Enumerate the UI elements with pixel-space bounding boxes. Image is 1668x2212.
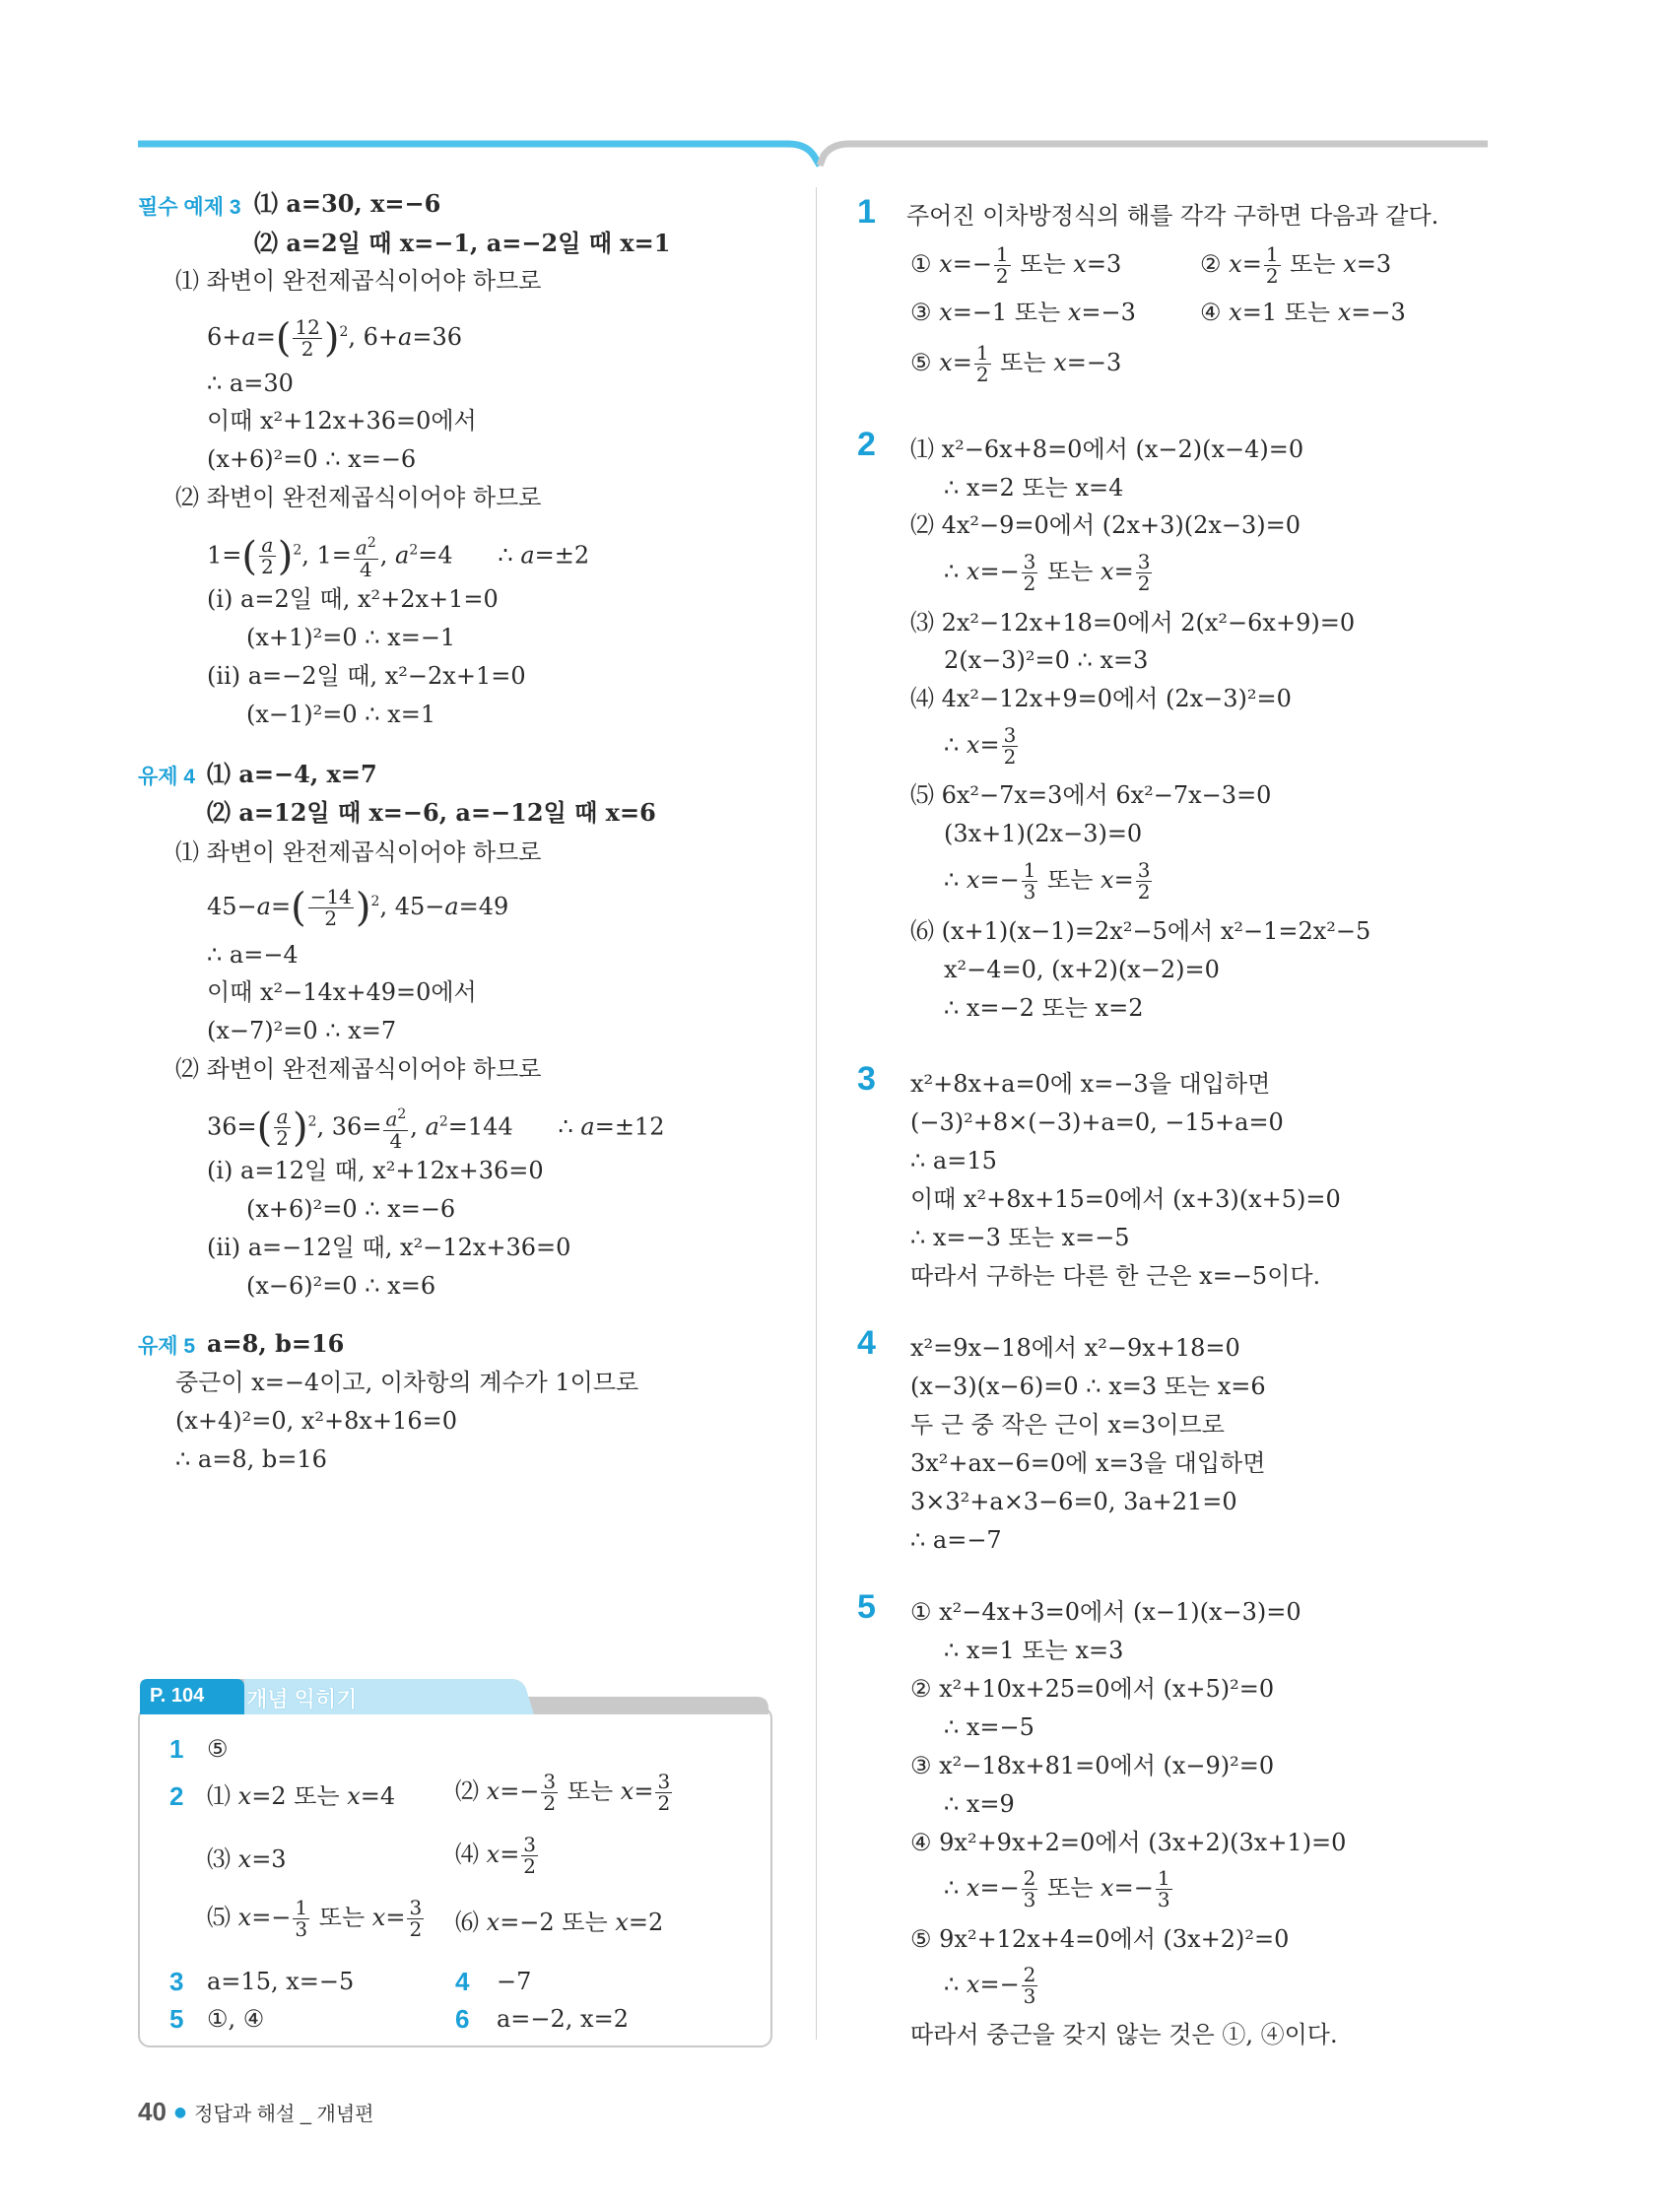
practice-answer-1: ⑤ <box>207 1735 229 1763</box>
ex3-line: ⑴ 좌변이 완전제곱식이어야 하므로 <box>175 267 542 295</box>
ex5-line: (x+4)²=0, x²+8x+16=0 <box>175 1407 457 1435</box>
footer-bullet: ● <box>173 2104 187 2120</box>
ex4-line: ∴ a=−4 <box>207 941 299 969</box>
problem-3-line: (−3)²+8×(−3)+a=0, −15+a=0 <box>910 1108 1284 1136</box>
practice-answer-6: a=−2, x=2 <box>497 2005 629 2033</box>
problem-1-choice-4: ④ x=1 또는 x=−3 <box>1200 299 1406 326</box>
practice-num-4: 4 <box>455 1967 470 1996</box>
ex3-line: (x+6)²=0 ∴ x=−6 <box>207 445 417 473</box>
problem-5-line: ∴ x=− $\frac{2}{3}$ <box>944 1963 1036 2008</box>
practice-num-3: 3 <box>169 1967 184 1996</box>
problem-2-line: (3x+1)(2x−3)=0 <box>944 820 1143 847</box>
problem-5-line: ∴ x=1 또는 x=3 <box>944 1637 1124 1664</box>
practice-answer-2-4: ⑷ x= $\frac{3}{2}$ <box>455 1833 537 1878</box>
ex4-label: 유제 4 <box>138 766 196 788</box>
problem-2-line: ⑷ 4x²−12x+9=0에서 (2x−3)²=0 <box>910 685 1292 712</box>
ex5-line: ∴ a=8, b=16 <box>175 1445 327 1473</box>
problem-3-line: 이때 x²+8x+15=0에서 (x+3)(x+5)=0 <box>910 1185 1341 1213</box>
footer <box>138 2097 374 2127</box>
problem-1-choice-5: ⑤ x= $\frac{1}{2}$ 또는 x=−3 <box>910 341 1122 386</box>
practice-page-label: P. 104 <box>150 1685 205 1707</box>
problem-2-line: 2(x−3)²=0 ∴ x=3 <box>944 646 1149 674</box>
practice-num-6: 6 <box>455 2004 470 2034</box>
header-decoration <box>0 0 1668 177</box>
ex3-line: ∴ a=30 <box>207 369 294 397</box>
problem-1-intro: 주어진 이차방정식의 해를 각각 구하면 다음과 같다. <box>906 202 1439 230</box>
problem-5-line: ∴ x=−5 <box>944 1713 1034 1741</box>
practice-answer-2-3: ⑶ x=3 <box>207 1845 287 1873</box>
ex4-line: (x−7)²=0 ∴ x=7 <box>207 1017 397 1044</box>
problem-5-line: ③ x²−18x+81=0에서 (x−9)²=0 <box>910 1752 1275 1779</box>
ex3-line: (ⅱ) a=−2일 때, x²−2x+1=0 <box>207 662 526 690</box>
practice-box-tab <box>136 1675 776 1722</box>
problem-5-line: 따라서 중근을 갖지 않는 것은 ①, ④이다. <box>910 2021 1338 2048</box>
ex3-line: 이때 x²+12x+36=0에서 <box>207 407 477 435</box>
problem-2-line: ⑸ 6x²−7x=3에서 6x²−7x−3=0 <box>910 781 1272 809</box>
problem-4-line: 3×3²+a×3−6=0, 3a+21=0 <box>910 1488 1237 1515</box>
problem-2-line: ⑵ 4x²−9=0에서 (2x+3)(2x−3)=0 <box>910 511 1301 539</box>
problem-5-line: ② x²+10x+25=0에서 (x+5)²=0 <box>910 1675 1275 1703</box>
ex3-line: ⑵ 좌변이 완전제곱식이어야 하므로 <box>175 484 542 511</box>
problem-2-line: ∴ x= $\frac{3}{2}$ <box>944 723 1017 769</box>
problem-4-line: 3x²+ax−6=0에 x=3을 대입하면 <box>910 1449 1266 1477</box>
practice-title: 개념 익히기 <box>246 1687 358 1711</box>
problem-1-number: 1 <box>857 193 876 231</box>
problem-2-line: ∴ x=− $\frac{1}{3}$ 또는 x= $\frac{3}{2}$ <box>944 858 1151 904</box>
ex3-line: 1=( $\frac{a}{2}$ )$^2$, 1= $\frac{a^2}{4}$ , $a^2=4$ ∴ a=±2 <box>207 533 590 581</box>
practice-answer-5: ①, ④ <box>207 2005 265 2033</box>
problem-2-line: ⑶ 2x²−12x+18=0에서 2(x²−6x+9)=0 <box>910 609 1356 637</box>
problem-3-line: ∴ x=−3 또는 x=−5 <box>910 1224 1130 1251</box>
ex3-line: (x−1)²=0 ∴ x=1 <box>246 701 436 728</box>
practice-num-5: 5 <box>169 2004 184 2034</box>
ex3-header <box>138 191 241 223</box>
practice-answer-2-2: ⑵ x=− $\frac{3}{2}$ 또는 x= $\frac{3}{2}$ <box>455 1770 671 1815</box>
ex3-answer-1: ⑴ a=30, x=−6 <box>254 189 441 218</box>
problem-4-line: (x−3)(x−6)=0 ∴ x=3 또는 x=6 <box>910 1373 1266 1400</box>
problem-4-line: ∴ a=−7 <box>910 1526 1002 1554</box>
practice-num-1: 1 <box>169 1734 184 1764</box>
practice-answer-2-5: ⑸ x=− $\frac{1}{3}$ 또는 x= $\frac{3}{2}$ <box>207 1896 423 1941</box>
ex4-answer-2: ⑵ a=12일 때 x=−6, a=−12일 때 x=6 <box>207 798 656 827</box>
ex4-line: 이때 x²−14x+49=0에서 <box>207 978 477 1006</box>
problem-3-line: x²+8x+a=0에 x=−3을 대입하면 <box>910 1070 1271 1098</box>
problem-2-line: ∴ x=−2 또는 x=2 <box>944 994 1144 1022</box>
practice-answer-4: −7 <box>497 1968 532 1995</box>
problem-3-line: 따라서 구하는 다른 한 근은 x=−5이다. <box>910 1262 1321 1290</box>
problem-2-number: 2 <box>857 426 876 463</box>
ex4-answer-1: ⑴ a=−4, x=7 <box>207 760 377 788</box>
problem-2-line: ⑴ x²−6x+8=0에서 (x−2)(x−4)=0 <box>910 436 1304 463</box>
column-divider <box>816 187 817 2040</box>
problem-4-line: x²=9x−18에서 x²−9x+18=0 <box>910 1334 1240 1362</box>
ex4-line: 45−a=( $\frac{-14}{2}$ )$^2$, 45−a=49 <box>207 885 509 931</box>
problem-2-line: x²−4=0, (x+2)(x−2)=0 <box>944 956 1220 983</box>
ex4-line: (x−6)²=0 ∴ x=6 <box>246 1272 436 1300</box>
problem-3-line: ∴ a=15 <box>910 1147 997 1174</box>
problem-5-line: ④ 9x²+9x+2=0에서 (3x+2)(3x+1)=0 <box>910 1829 1347 1856</box>
ex4-line: (ⅱ) a=−12일 때, x²−12x+36=0 <box>207 1234 571 1261</box>
problem-5-line: ① x²−4x+3=0에서 (x−1)(x−3)=0 <box>910 1598 1301 1626</box>
ex4-header <box>138 761 195 792</box>
problem-4-line: 두 근 중 작은 근이 x=3이므로 <box>910 1411 1225 1439</box>
problem-4-number: 4 <box>857 1324 876 1362</box>
problem-5-line: ∴ x=− $\frac{2}{3}$ 또는 x=− $\frac{1}{3}$ <box>944 1866 1170 1911</box>
ex4-line: (ⅰ) a=12일 때, x²+12x+36=0 <box>207 1157 544 1184</box>
problem-2-line: ∴ x=− $\frac{3}{2}$ 또는 x= $\frac{3}{2}$ <box>944 550 1151 595</box>
problem-2-line: ∴ x=2 또는 x=4 <box>944 474 1124 502</box>
problem-3-number: 3 <box>857 1060 876 1098</box>
practice-answer-2-1: ⑴ x=2 또는 x=4 <box>207 1782 396 1810</box>
ex3-answer-2: ⑵ a=2일 때 x=−1, a=−2일 때 x=1 <box>254 229 671 257</box>
practice-num-2: 2 <box>169 1781 184 1811</box>
practice-answer-3: a=15, x=−5 <box>207 1968 355 1995</box>
ex3-line: (x+1)²=0 ∴ x=−1 <box>246 624 456 651</box>
problem-1-choice-2: ② x= $\frac{1}{2}$ 또는 x=3 <box>1200 242 1392 288</box>
ex4-line: (x+6)²=0 ∴ x=−6 <box>246 1195 456 1223</box>
problem-1-choice-1: ① x=− $\frac{1}{2}$ 또는 x=3 <box>910 242 1122 288</box>
problem-5-line: ⑤ 9x²+12x+4=0에서 (3x+2)²=0 <box>910 1925 1290 1953</box>
ex3-label: 필수 예제 3 <box>138 196 241 219</box>
ex4-line: 36=( $\frac{a}{2}$ )$^2$, 36= $\frac{a^2}{4}$ , $a^2=144$ ∴ a=±12 <box>207 1105 665 1153</box>
problem-2-line: ⑹ (x+1)(x−1)=2x²−5에서 x²−1=2x²−5 <box>910 917 1371 945</box>
ex4-line: ⑴ 좌변이 완전제곱식이어야 하므로 <box>175 838 542 866</box>
problem-5-line: ∴ x=9 <box>944 1790 1015 1818</box>
footer-text: 정답과 해설 _ 개념편 <box>194 2104 374 2125</box>
practice-answer-2-6: ⑹ x=−2 또는 x=2 <box>455 1909 664 1936</box>
ex4-line: ⑵ 좌변이 완전제곱식이어야 하므로 <box>175 1055 542 1083</box>
ex5-answer: a=8, b=16 <box>207 1329 345 1358</box>
problem-1-choice-3: ③ x=−1 또는 x=−3 <box>910 299 1136 326</box>
problem-5-number: 5 <box>857 1588 876 1626</box>
ex3-line: 6+a=( $\frac{12}{2}$ )$^2$, 6+a=36 <box>207 315 463 362</box>
ex3-line: (ⅰ) a=2일 때, x²+2x+1=0 <box>207 585 499 613</box>
ex5-header <box>138 1330 195 1362</box>
ex5-label: 유제 5 <box>138 1335 196 1358</box>
ex5-line: 중근이 x=−4이고, 이차항의 계수가 1이므로 <box>175 1369 639 1396</box>
page-number: 40 <box>138 2097 167 2126</box>
